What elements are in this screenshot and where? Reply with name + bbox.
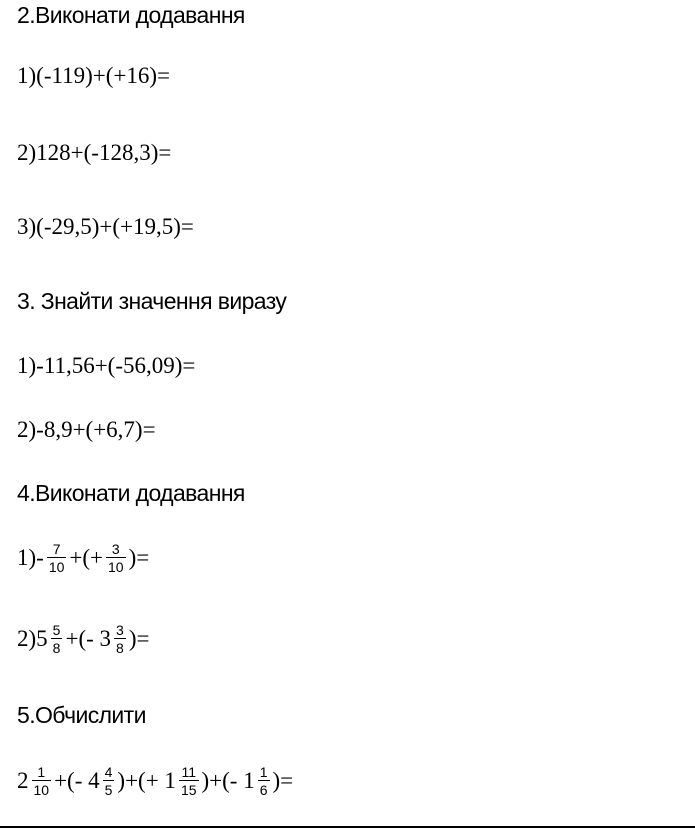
task-4-1 (17, 541, 149, 575)
expr-text: +(- 4 (54, 768, 100, 793)
expr-text: +(- 3 (65, 626, 112, 651)
fraction-denominator: 8 (52, 640, 61, 656)
fraction-denominator: 5 (104, 782, 113, 798)
section-2-heading: 2.Виконати додавання (17, 2, 245, 28)
fraction-numerator: 1 (37, 764, 46, 780)
expr-text: +(+ (69, 545, 104, 570)
fraction-numerator: 4 (104, 764, 113, 780)
task-2-3: 3)(-29,5)+(+19,5)= (17, 214, 194, 239)
section-3-heading: 3. Знайти значення виразу (17, 288, 287, 314)
fraction-numerator: 3 (111, 541, 120, 557)
expr-text: )= (128, 626, 150, 651)
fraction (32, 764, 52, 798)
expr-text: 2)5 (17, 626, 48, 651)
fraction (106, 541, 126, 575)
task-4-2 (17, 622, 149, 656)
expr-text: )= (272, 768, 294, 793)
fraction-denominator: 10 (48, 559, 65, 575)
fraction-numerator: 11 (181, 764, 196, 780)
expr-text: 2 (17, 768, 29, 793)
fraction-denominator: 8 (116, 640, 124, 656)
fraction (103, 764, 115, 798)
fraction-numerator: 3 (116, 622, 124, 638)
expr-text: 1)- (17, 545, 44, 570)
fraction-numerator: 5 (52, 622, 61, 638)
fraction-denominator: 6 (259, 782, 268, 798)
fraction (47, 541, 67, 575)
fraction-numerator: 7 (52, 541, 61, 557)
fraction-denominator: 15 (180, 782, 197, 798)
section-5-heading: 5.Обчислити (17, 702, 146, 728)
expr-text: )+(- 1 (201, 768, 255, 793)
fraction (258, 764, 270, 798)
task-5-1 (17, 764, 293, 798)
expr-text: )+(+ 1 (117, 768, 176, 793)
task-3-2: 2)-8,9+(+6,7)= (17, 417, 156, 442)
expr-text: )= (128, 545, 150, 570)
section-4-heading: 4.Виконати додавання (17, 480, 245, 506)
bottom-divider (0, 826, 695, 828)
fraction-denominator: 10 (108, 559, 124, 575)
fraction (114, 622, 126, 656)
task-2-2: 2)128+(-128,3)= (17, 140, 172, 165)
fraction-numerator: 1 (259, 764, 268, 780)
task-2-1: 1)(-119)+(+16)= (17, 63, 171, 88)
fraction (51, 622, 63, 656)
fraction (179, 764, 199, 798)
task-3-1: 1)-11,56+(-56,09)= (17, 353, 196, 378)
fraction-denominator: 10 (33, 782, 50, 798)
